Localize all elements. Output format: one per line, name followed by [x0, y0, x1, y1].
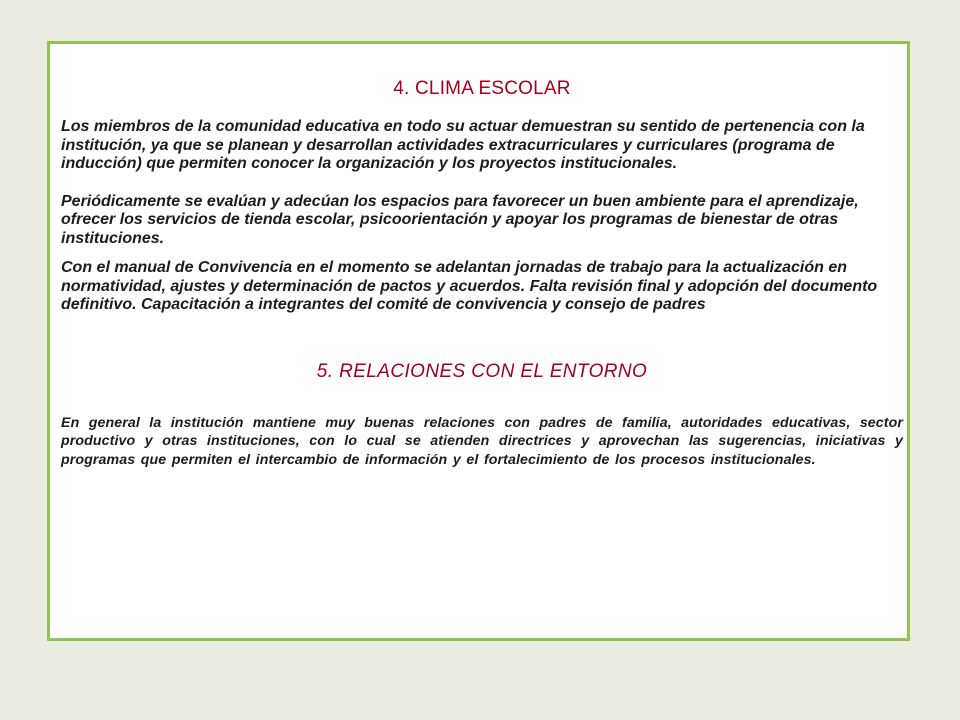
- clima-escolar-paragraph-1: Los miembros de la comunidad educativa en todo su actuar demuestran su sentido de pertenencia con la institución, ya que se planean y desarrollan actividades extracurriculares y curriculares (programa de inducción) que permiten conocer la organización y los proyectos institucionales.: [61, 118, 865, 172]
- content-area: [61, 77, 903, 469]
- clima-escolar-paragraph-2: Periódicamente se evalúan y adecúan los espacios para favorecer un buen ambiente para el aprendizaje, ofrecer los servicios de tienda escolar, psicoorientación y apoyar los programas de bienestar de otras instituciones.: [61, 192, 859, 247]
- relaciones-entorno-paragraph: En general la institución mantiene muy buenas relaciones con padres de familia, autoridades educativas, sector productivo y otras instituciones, con lo cual se atienden directrices y aprovechan las sugerencias, iniciativas y programas que permiten el intercambio de información y el fortalecimiento de los procesos institucionales.: [61, 414, 903, 468]
- clima-escolar-heading: 4. CLIMA ESCOLAR: [393, 78, 571, 99]
- content-box: [47, 41, 910, 641]
- relaciones-entorno-heading: 5. RELACIONES CON EL ENTORNO: [316, 360, 648, 382]
- clima-escolar-paragraph-3: Con el manual de Convivencia en el momento se adelantan jornadas de trabajo para la actualización en normatividad, ajustes y determinación de pactos y acuerdos. Falta revisión final y adopción del documento definitivo. Capacitación a integrantes del comité de convivencia y consejo de padres: [61, 259, 878, 313]
